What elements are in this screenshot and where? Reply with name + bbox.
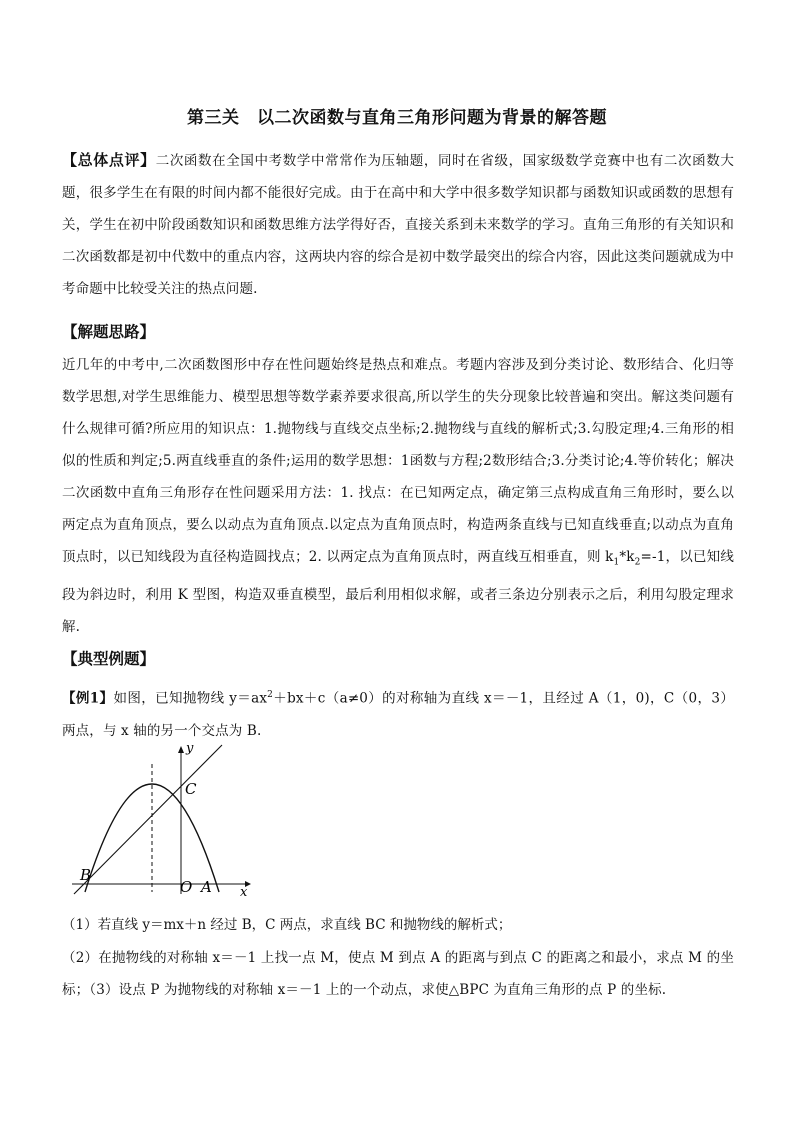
example1-text-b: ＋bx＋c（a≠0）的对称轴为直线 x＝－1，且经过 A（1，0)，C（0，3）两点，与 x 轴的另一个交点为 B.: [62, 690, 735, 739]
approach-k-sub1: 1: [613, 557, 620, 568]
parabola-graph: [70, 742, 255, 897]
approach-heading: 【解题思路】: [62, 322, 156, 341]
overview-label: 【总体点评】: [62, 151, 156, 169]
approach-text: 近几年的中考中,二次函数图形中存在性问题始终是热点和难点。考题内容涉及到分类讨论、数形结合、化归等数学思想,对学生思维能力、模型思想等数学素养要求很高,所以学生的失分现象比较普遍和突出。解这类问题有什么规律可循?所应用的知识点：1.抛物线与直线交点坐标;2.抛物线与直线的解析式;3.勾股定理;4.三角形的相似的性质和判定;5.两直线垂直的条件;运用的数学思想：1函数与方程;2数形结合;3.分类讨论;4.等价转化；解决二次函数中直角三角形存在性问题采用方法：1. 找点：在已知两定点，确定第三点构成直角三角形时，要么以两定点为直角顶点，要么以动点为直角顶点.以定点为直角顶点时，构造两条直线与已知直线垂直;以动点为直角顶点时，以已知线段为直径构造圆找点；2. 以两定点为直角顶点时，两直线互相垂直，则 k: [62, 357, 734, 565]
parabola-figure: [70, 742, 255, 897]
example1-sup: 2: [267, 690, 273, 700]
approach-paragraph: [62, 349, 734, 643]
label-x: x: [240, 885, 248, 897]
question-1: （1）若直线 y＝mx＋n 经过 B，C 两点，求直线 BC 和抛物线的解析式；: [62, 917, 512, 933]
y-axis-arrow: [178, 746, 184, 753]
approach-text-after: =-1，以已知线段为斜边时，利用 K 型图，构造双垂直模型，最后利用相似求解，或者三条边分别表示之后，利用勾股定理求解.: [62, 549, 735, 635]
line-bc: [74, 745, 222, 894]
approach-k-mid: *k: [619, 549, 635, 565]
approach-k-sub2: 2: [634, 557, 641, 568]
examples-heading: 【典型例题】: [62, 649, 156, 668]
overview-text: 二次函数在全国中考数学中常常作为压轴题，同时在省级，国家级数学竞赛中也有二次函数大题，很多学生在有限的时间内都不能很好完成。由于在高中和大学中很多数学知识都与函数知识或函数的思想有关，学生在初中阶段函数知识和函数思维方法学得好否，直接关系到未来数学的学习。直角三角形的有关知识和二次函数都是初中代数中的重点内容，这两块内容的综合是初中数学最突出的综合内容，因此这类问题就成为中考命题中比较受关注的热点问题.: [62, 153, 734, 297]
label-o: O: [180, 878, 193, 896]
example1-statement: [62, 679, 734, 747]
label-y: y: [186, 742, 194, 756]
label-c: C: [185, 780, 197, 798]
question-2-3: （2）在抛物线的对称轴 x＝－1 上找一点 M，使点 M 到点 A 的距离与到点 C 的距离之和最小，求点 M 的坐标；（3）设点 P 为抛物线的对称轴 x＝－1 上的一个动点，求使△BPC 为直角三角形的点 P 的坐标.: [62, 950, 734, 998]
label-b: B: [80, 866, 92, 884]
example1-text-a: 如图，已知抛物线 y＝ax: [113, 690, 268, 707]
example1-label: 【例1】: [62, 690, 114, 707]
label-a: A: [201, 878, 212, 896]
overview-paragraph: [62, 144, 734, 305]
page-title: 第三关 以二次函数与直角三角形问题为背景的解答题: [187, 108, 607, 128]
